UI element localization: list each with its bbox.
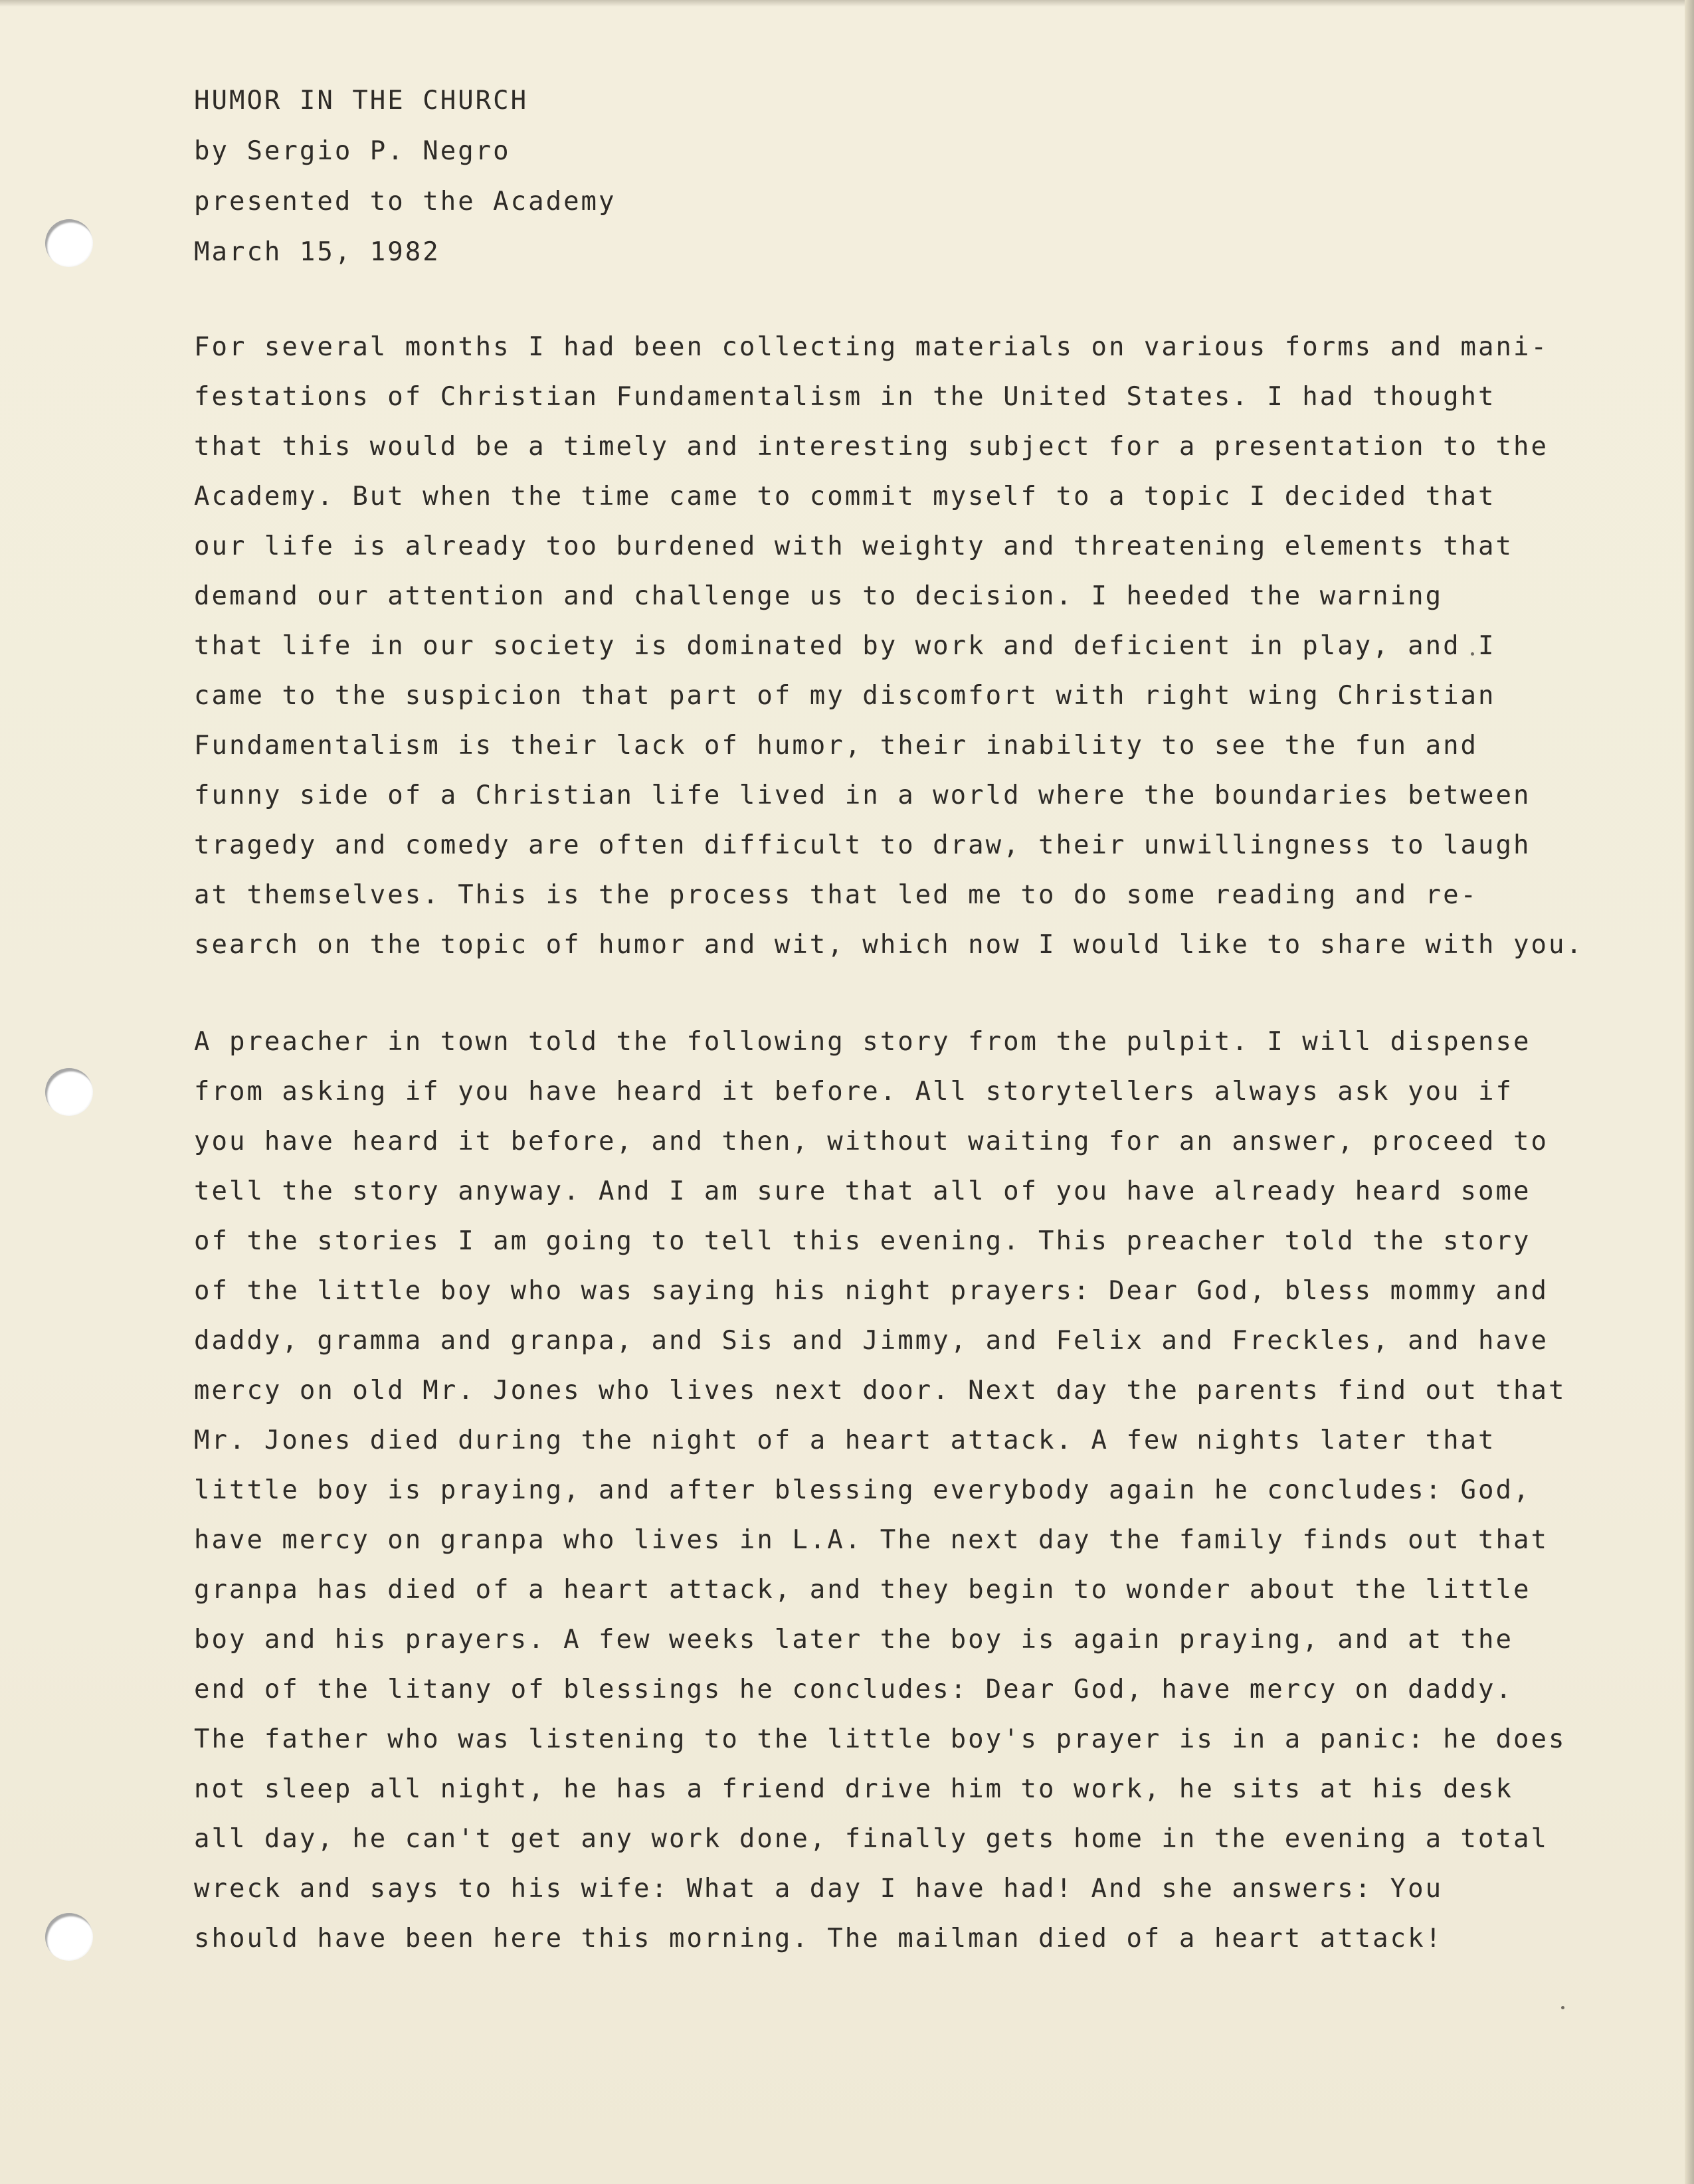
text-line: not sleep all night, he has a friend drive him to work, he sits at his desk	[194, 1774, 1513, 1804]
text-line: all day, he can't get any work done, finally gets home in the evening a total	[194, 1824, 1549, 1854]
binder-hole-bottom	[45, 1913, 93, 1961]
document-header	[194, 76, 616, 278]
text-line: mercy on old Mr. Jones who lives next door. Next day the parents find out that	[194, 1376, 1566, 1406]
text-line: Fundamentalism is their lack of humor, their inability to see the fun and	[194, 731, 1479, 761]
text-line: A preacher in town told the following story from the pulpit. I will dispense	[194, 1027, 1531, 1057]
text-line: granpa has died of a heart attack, and they begin to wonder about the little	[194, 1575, 1531, 1605]
document-title: HUMOR IN THE CHURCH	[194, 86, 529, 116]
page-right-edge	[1685, 0, 1694, 2184]
text-line: demand our attention and challenge us to decision. I heeded the warning	[194, 581, 1444, 611]
text-line: Academy. But when the time came to commit myself to a topic I decided that	[194, 482, 1496, 511]
page-top-edge	[0, 0, 1694, 7]
document-date: March 15, 1982	[194, 237, 440, 267]
text-line: end of the litany of blessings he concludes: Dear God, have mercy on daddy.	[194, 1675, 1513, 1704]
text-line: that life in our society is dominated by work and deficient in play, and I	[194, 631, 1496, 661]
text-line: from asking if you have heard it before. All storytellers always ask you if	[194, 1077, 1513, 1107]
text-line: little boy is praying, and after blessing everybody again he concludes: God,	[194, 1475, 1531, 1505]
text-line: you have heard it before, and then, without waiting for an answer, proceed to	[194, 1127, 1549, 1156]
text-line: Mr. Jones died during the night of a heart attack. A few nights later that	[194, 1425, 1496, 1455]
text-line: wreck and says to his wife: What a day I have had! And she answers: You	[194, 1874, 1444, 1904]
text-line: For several months I had been collecting materials on various forms and mani-	[194, 332, 1549, 362]
text-line: came to the suspicion that part of my discomfort with right wing Christian	[194, 681, 1496, 711]
text-line: The father who was listening to the little boy's prayer is in a panic: he does	[194, 1724, 1566, 1754]
text-line: search on the topic of humor and wit, which now I would like to share with you.	[194, 930, 1584, 960]
binder-hole-middle	[45, 1068, 93, 1116]
paragraph-preacher-story	[194, 1017, 1566, 1963]
text-line: daddy, gramma and granpa, and Sis and Jimmy, and Felix and Freckles, and have	[194, 1326, 1549, 1356]
text-line: should have been here this morning. The mailman died of a heart attack!	[194, 1924, 1444, 1954]
text-line: that this would be a timely and interesting subject for a presentation to the	[194, 432, 1549, 462]
text-line: our life is already too burdened with weighty and threatening elements that	[194, 531, 1513, 561]
text-line: tell the story anyway. And I am sure that all of you have already heard some	[194, 1176, 1531, 1206]
text-line: of the little boy who was saying his night prayers: Dear God, bless mommy and	[194, 1276, 1549, 1306]
document-venue: presented to the Academy	[194, 187, 616, 217]
binder-hole-top	[45, 219, 93, 267]
paper-speck	[1561, 2006, 1564, 2009]
text-line: have mercy on granpa who lives in L.A. The next day the family finds out that	[194, 1525, 1549, 1555]
text-line: festations of Christian Fundamentalism in the United States. I had thought	[194, 382, 1496, 412]
text-line: tragedy and comedy are often difficult to draw, their unwillingness to laugh	[194, 830, 1531, 860]
document-author: by Sergio P. Negro	[194, 136, 511, 166]
text-line: of the stories I am going to tell this evening. This preacher told the story	[194, 1226, 1531, 1256]
text-line: boy and his prayers. A few weeks later the boy is again praying, and at the	[194, 1625, 1513, 1655]
text-line: at themselves. This is the process that led me to do some reading and re-	[194, 880, 1479, 910]
text-line: funny side of a Christian life lived in a world where the boundaries between	[194, 780, 1531, 810]
paragraph-introduction	[194, 322, 1584, 970]
